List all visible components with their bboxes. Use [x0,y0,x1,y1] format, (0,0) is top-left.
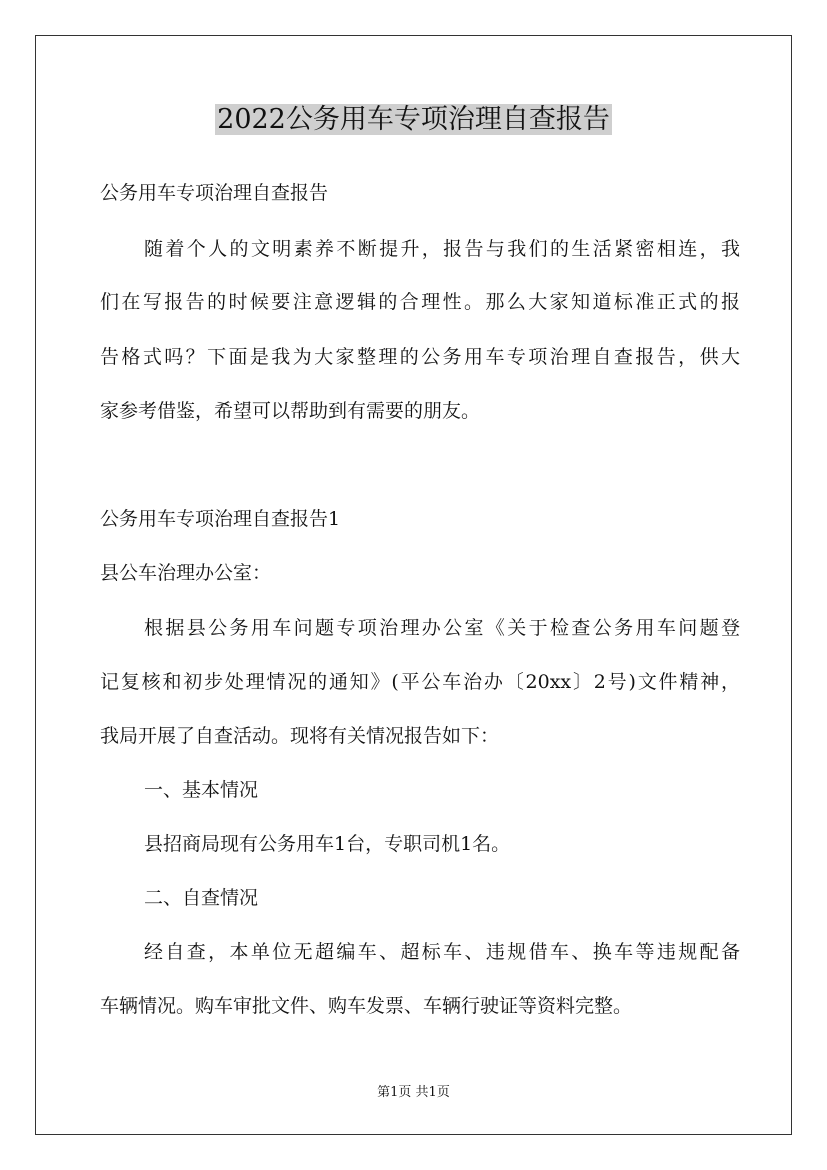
intro-line-2: 们在写报告的时候要注意逻辑的合理性。那么大家知道标准正式的报 [100,291,740,313]
document-title-text: 2022公务用车专项治理自查报告 [217,104,610,135]
salutation: 县公车治理办公室： [100,562,272,584]
para1-line-1: 根据县公务用车问题专项治理办公室《关于检查公务用车问题登 [144,617,740,639]
heading-basic-info: 一、基本情况 [144,779,259,801]
document-title [0,98,827,142]
page-footer: 第1页 共1页 [377,1085,450,1100]
para2-line-1: 经自查，本单位无超编车、超标车、违规借车、换车等违规配备 [144,941,740,963]
heading-self-check: 二、自查情况 [144,887,259,909]
para1-line-3: 我局开展了自查活动。现将有关情况报告如下： [100,725,500,747]
intro-line-3: 告格式吗？下面是我为大家整理的公务用车专项治理自查报告，供大 [100,346,740,368]
para1-line-2: 记复核和初步处理情况的通知》(平公车治办〔20xx〕2号)文件精神， [100,671,740,693]
basic-info-text: 县招商局现有公务用车1台，专职司机1名。 [144,833,511,855]
intro-line-1: 随着个人的文明素养不断提升，报告与我们的生活紧密相连，我 [144,238,740,260]
section-title: 公务用车专项治理自查报告1 [100,508,341,530]
intro-line-4: 家参考借鉴，希望可以帮助到有需要的朋友。 [100,400,481,422]
para2-line-2: 车辆情况。购车审批文件、购车发票、车辆行驶证等资料完整。 [100,995,633,1017]
document-subtitle: 公务用车专项治理自查报告 [100,182,329,204]
